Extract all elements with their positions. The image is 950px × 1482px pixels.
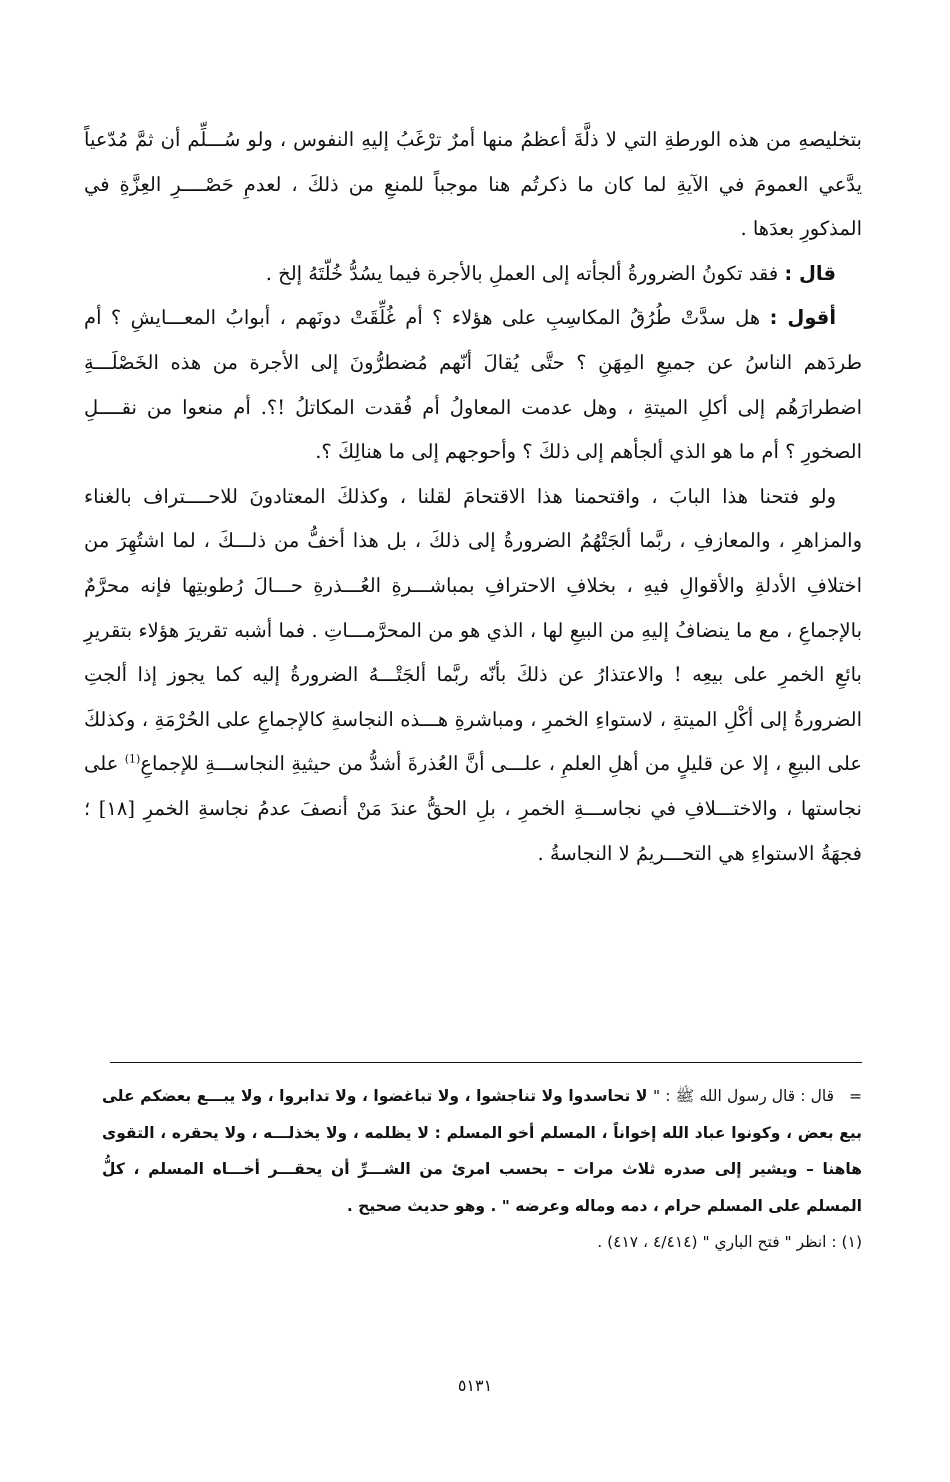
argument-text-end: على نجاستها ، والاختـــلافِ في نجاســـةِ الخمرِ ، بلِ الحقُّ عندَ مَنْ أنصفَ عدمُ نجاسةِ الخمرِ [١٨] ؛ فجهَةُ الاستواءِ هي التحـــريمُ لا النجاسةُ .: [84, 752, 862, 865]
hadith-intro: قال : قال رسول الله ﷺ : ": [652, 1087, 834, 1105]
continuation-marker: =: [849, 1087, 862, 1105]
footnote-reference[interactable]: (1): [124, 752, 141, 766]
paragraph-aqulu: [84, 296, 862, 474]
footnote-1: (١) : انظر " فتح الباري " (٤/٤١٤ ، ٤١٧) .: [597, 1233, 862, 1251]
argument-text: ولو فتحنا هذا البابَ ، واقتحمنا هذا الاقتحامَ لقلنا ، وكذلكَ المعتادونَ للاحــــتراف بالغناء والمزاهرِ ، والمعازفِ ، ربَّما ألجَتْهُمُ الضرورةُ إلى ذلكَ ، بل هذا أخفُّ من ذلـــكَ ، لما اشتُهِرَ من اختلافِ الأدلةِ والأقوالِ فيهِ ، بخلافِ الاحترافِ بمباشـــرةِ العُـــذرةِ حـــالَ رُطوبتِها فإنه محرَّمٌ بالإجماعِ ، مع ما ينضافُ إليهِ من البيعِ لها ، الذي هو من المحرَّمـــاتِ . فما أشبه تقريرَ هؤلاء بتقريرِ بائعِ الخمرِ على بيعِه ! والاعتذارُ عن ذلكَ بأنّه ربَّما ألجَتْـــهُ الضرورةُ إليه كما يجوز إذا ألجتِ الضرورةُ إلى أكْلِ الميتةِ ، لاستواءِ الخمرِ ، ومباشرةِ هـــذه النجاسةِ كالإجماعِ على الحُرْمَةِ ، وكذلكَ على البيعِ ، إلا عن قليلٍ من أهلِ العلمِ ، علـــى أنَّ العُذرةَ أشدُّ من حيثيةِ النجاســـةِ للإجماعِ: [84, 484, 862, 776]
qala-text: فقد تكونُ الضرورةُ ألجأته إلى العملِ بالأجرة فيما يسُدُّ خُلّتَهُ إلخ .: [265, 261, 779, 285]
aqulu-text: هل سدَّتْ طُرُقُ المكاسِبِ على هؤلاء ؟ أم غُلِّقَتْ دونَهم ، أبوابُ المعـــايشِ ؟ أم طردَهم الناسُ عن جميعِ المِهَنِ ؟ حتَّى يُقالَ أنّهم مُضطرُّونَ إلى الأجرة من هذه الخَصْلَـــةِ اضطرارَهُم إلى أكلِ الميتةِ ، وهل عدمت المعاولُ أم فُقدت المكاتلُ !؟. أم منعوا من نقــــلِ الصخورِ ؟ أم ما هو الذي ألجأهم إلى ذلكَ ؟ وأحوجهم إلى ما هنالِكَ ؟.: [84, 306, 862, 464]
aqulu-label: أقول :: [769, 306, 837, 330]
paragraph-continuation: بتخليصهِ من هذه الورطةِ التي لا ذلَّةَ أعظمُ منها أمرٌ ترْغَبُ إليهِ النفوس ، ولو سُـــلِّم أن ثمَّ مُدّعياً يدَّعي العمومَ في الآيةِ لما كان ما ذكرتُم هنا موجباً للمنعِ من ذلكَ ، لعدمِ حَصْــــرِ العِزَّةِ في المذكورِ بعدَها .: [84, 128, 862, 241]
footnote-divider: [110, 1062, 862, 1063]
paragraph-argument: [84, 475, 862, 876]
hadith-text: لا تحاسدوا ولا تناجشوا ، ولا تباغضوا ، ولا تدابروا ، ولا يبـــع بعضكم على بيع بعض ، وكونوا عباد الله إخواناً ، المسلم أخو المسلم : لا يظلمه ، ولا يخذلـــه ، ولا يحقره ، التقوى هاهنا – ويشير إلى صدره ثلاث مرات – بحسب امرئ من الشـــرِّ أن يحقـــر أخـــاه المسلم ، كلُّ المسلم على المسلم حرام ، دمه وماله وعرضه " . وهو حديث صحيح .: [102, 1087, 862, 1215]
qala-label: قال :: [784, 261, 836, 285]
page-number: ٥١٣١: [457, 1376, 493, 1395]
footnotes: [102, 1078, 862, 1261]
main-text: [84, 118, 862, 876]
footnote-continuation: [102, 1078, 862, 1224]
paragraph-qala: [84, 252, 862, 297]
